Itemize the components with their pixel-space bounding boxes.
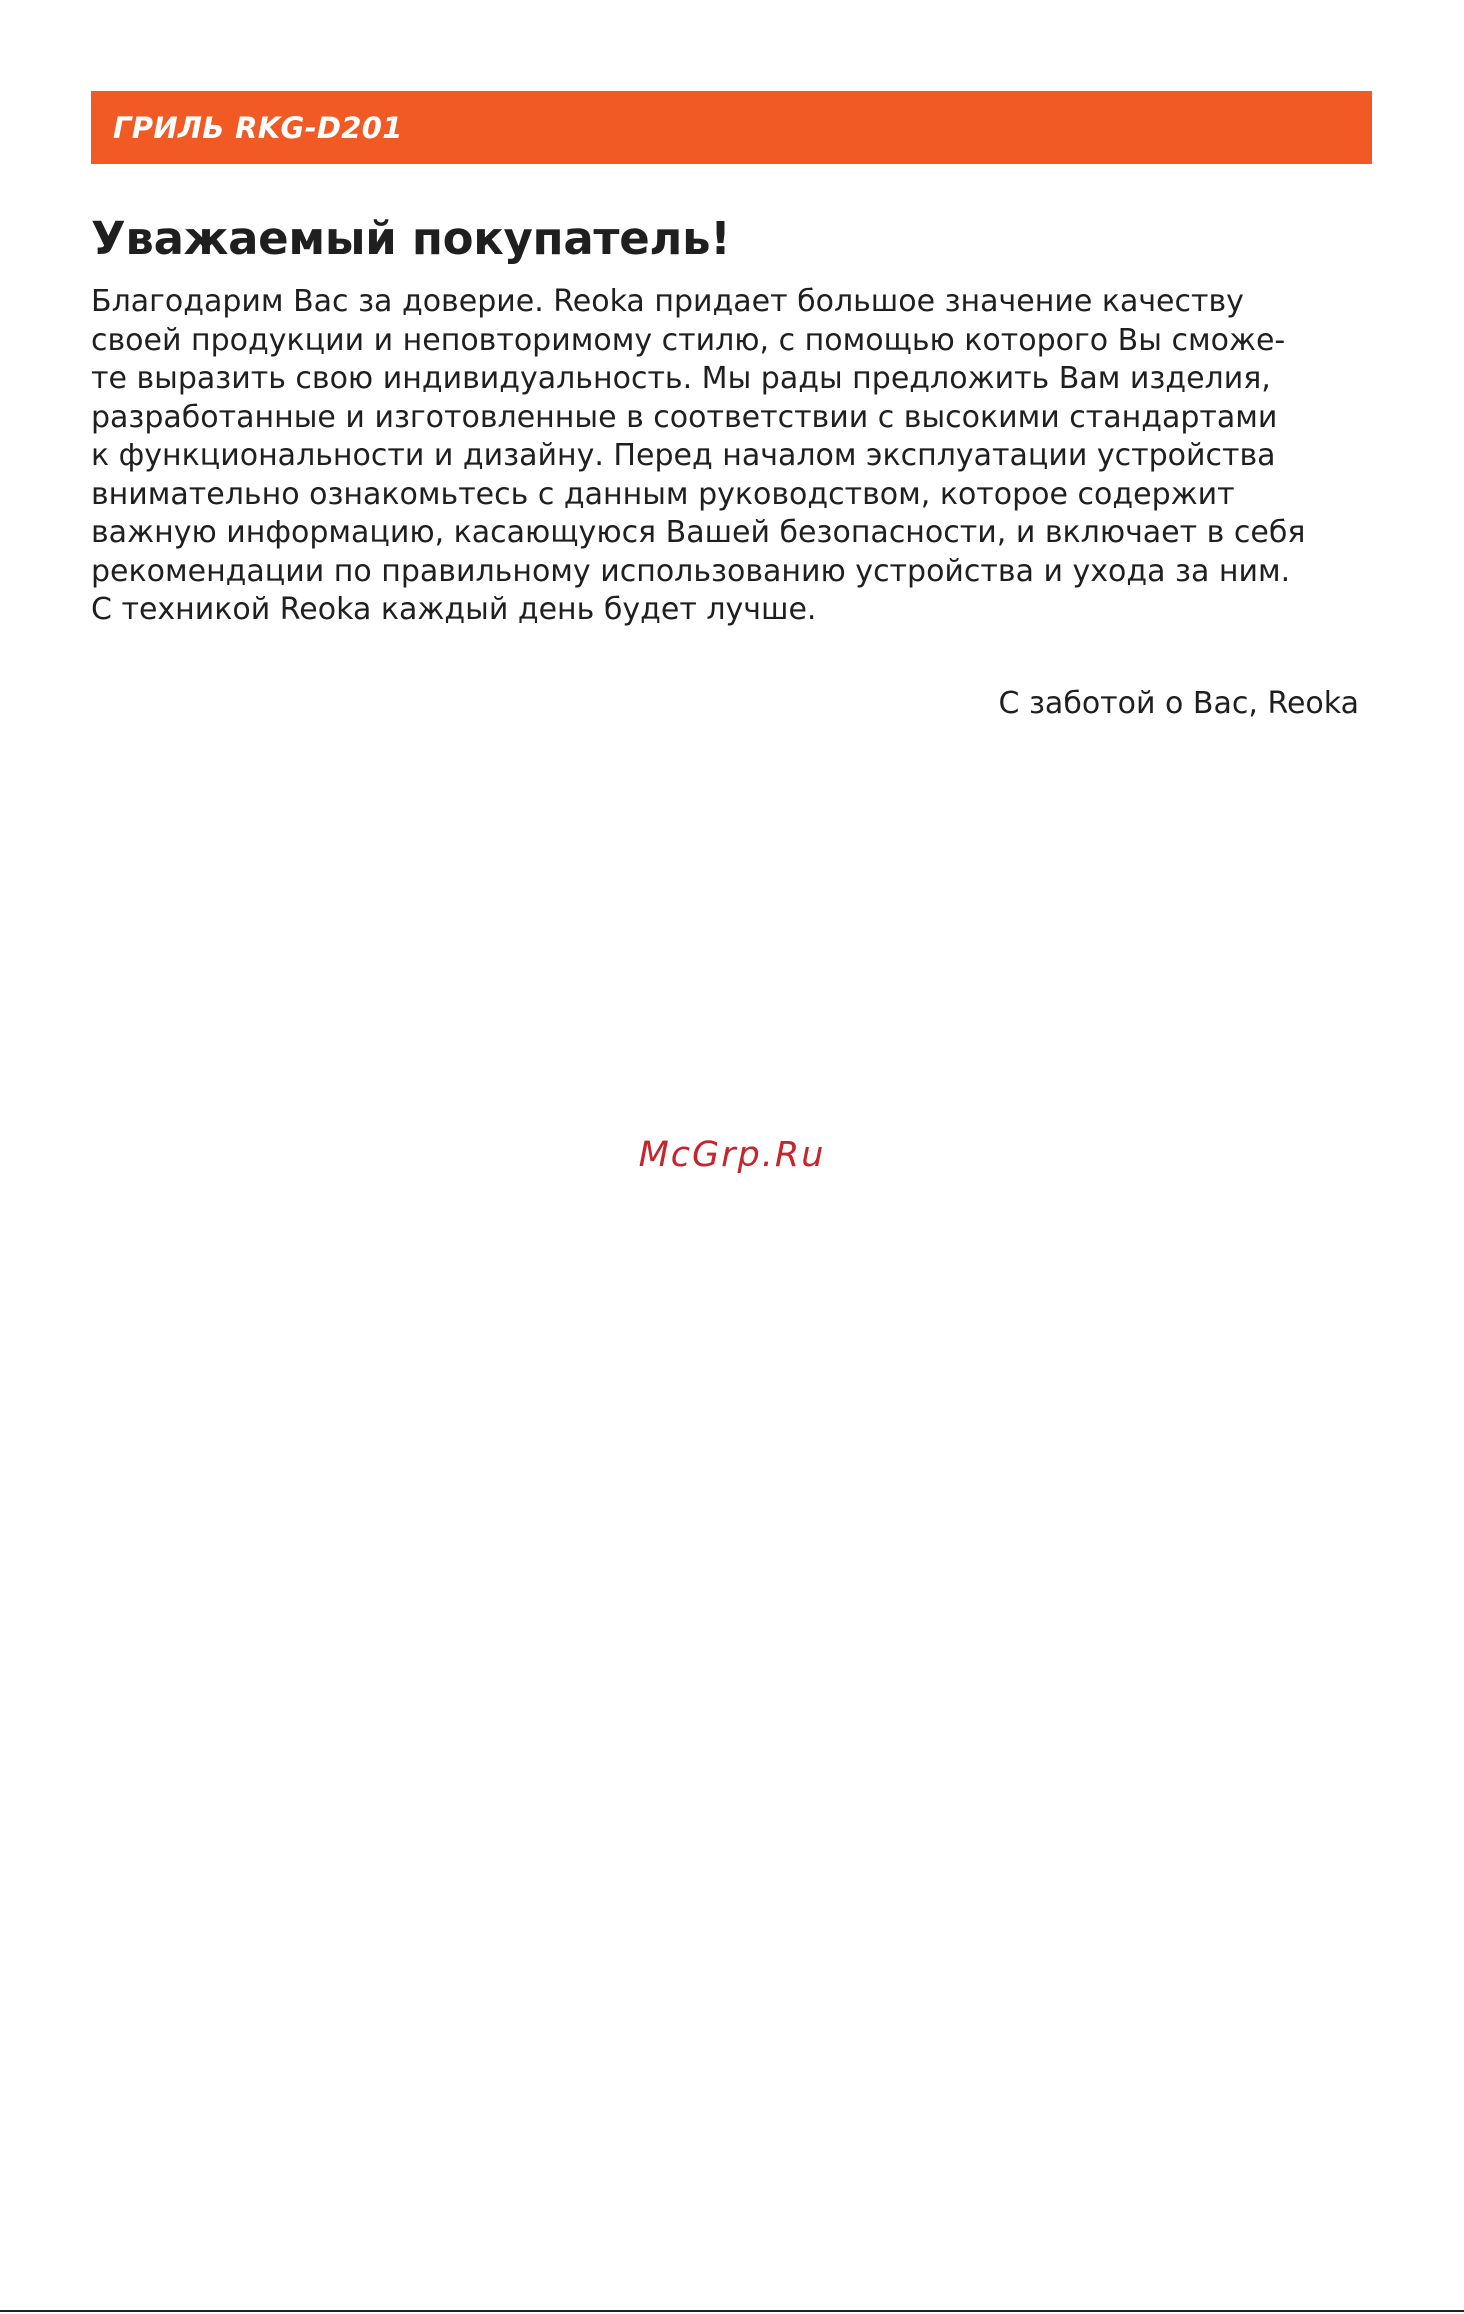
bottom-divider bbox=[0, 2310, 1464, 2312]
letter-body bbox=[91, 283, 1381, 630]
letter-line: те выразить свою индивидуальность. Мы рады предложить Вам изделия, bbox=[91, 361, 1271, 396]
letter-line: Благодарим Вас за доверие. Reoka придает большое значение качеству bbox=[91, 284, 1244, 319]
watermark-text: McGrp.Ru bbox=[638, 1135, 826, 1175]
letter-line: рекомендации по правильному использованию устройства и ухода за ним. bbox=[91, 553, 1291, 589]
greeting-heading: Уважаемый покупатель! bbox=[91, 212, 731, 265]
letter-line: внимательно ознакомьтесь с данным руководством, которое содержит bbox=[91, 476, 1235, 512]
letter-line: к функциональности и дизайну. Перед началом эксплуатации устройства bbox=[91, 438, 1276, 473]
letter-line: С техникой Reoka каждый день будет лучше. bbox=[91, 592, 817, 627]
letter-line: своей продукции и неповторимому стилю, с помощью которого Вы сможе- bbox=[91, 322, 1286, 358]
letter-signature: С заботой о Вас, Reoka bbox=[998, 686, 1359, 721]
letter-line: разработанные и изготовленные в соответствии с высокими стандартами bbox=[91, 399, 1278, 435]
header-bar bbox=[91, 91, 1372, 164]
letter-line: важную информацию, касающуюся Вашей безопасности, и включает в себя bbox=[91, 515, 1306, 550]
product-title: ГРИЛЬ RKG-D201 bbox=[113, 110, 403, 145]
